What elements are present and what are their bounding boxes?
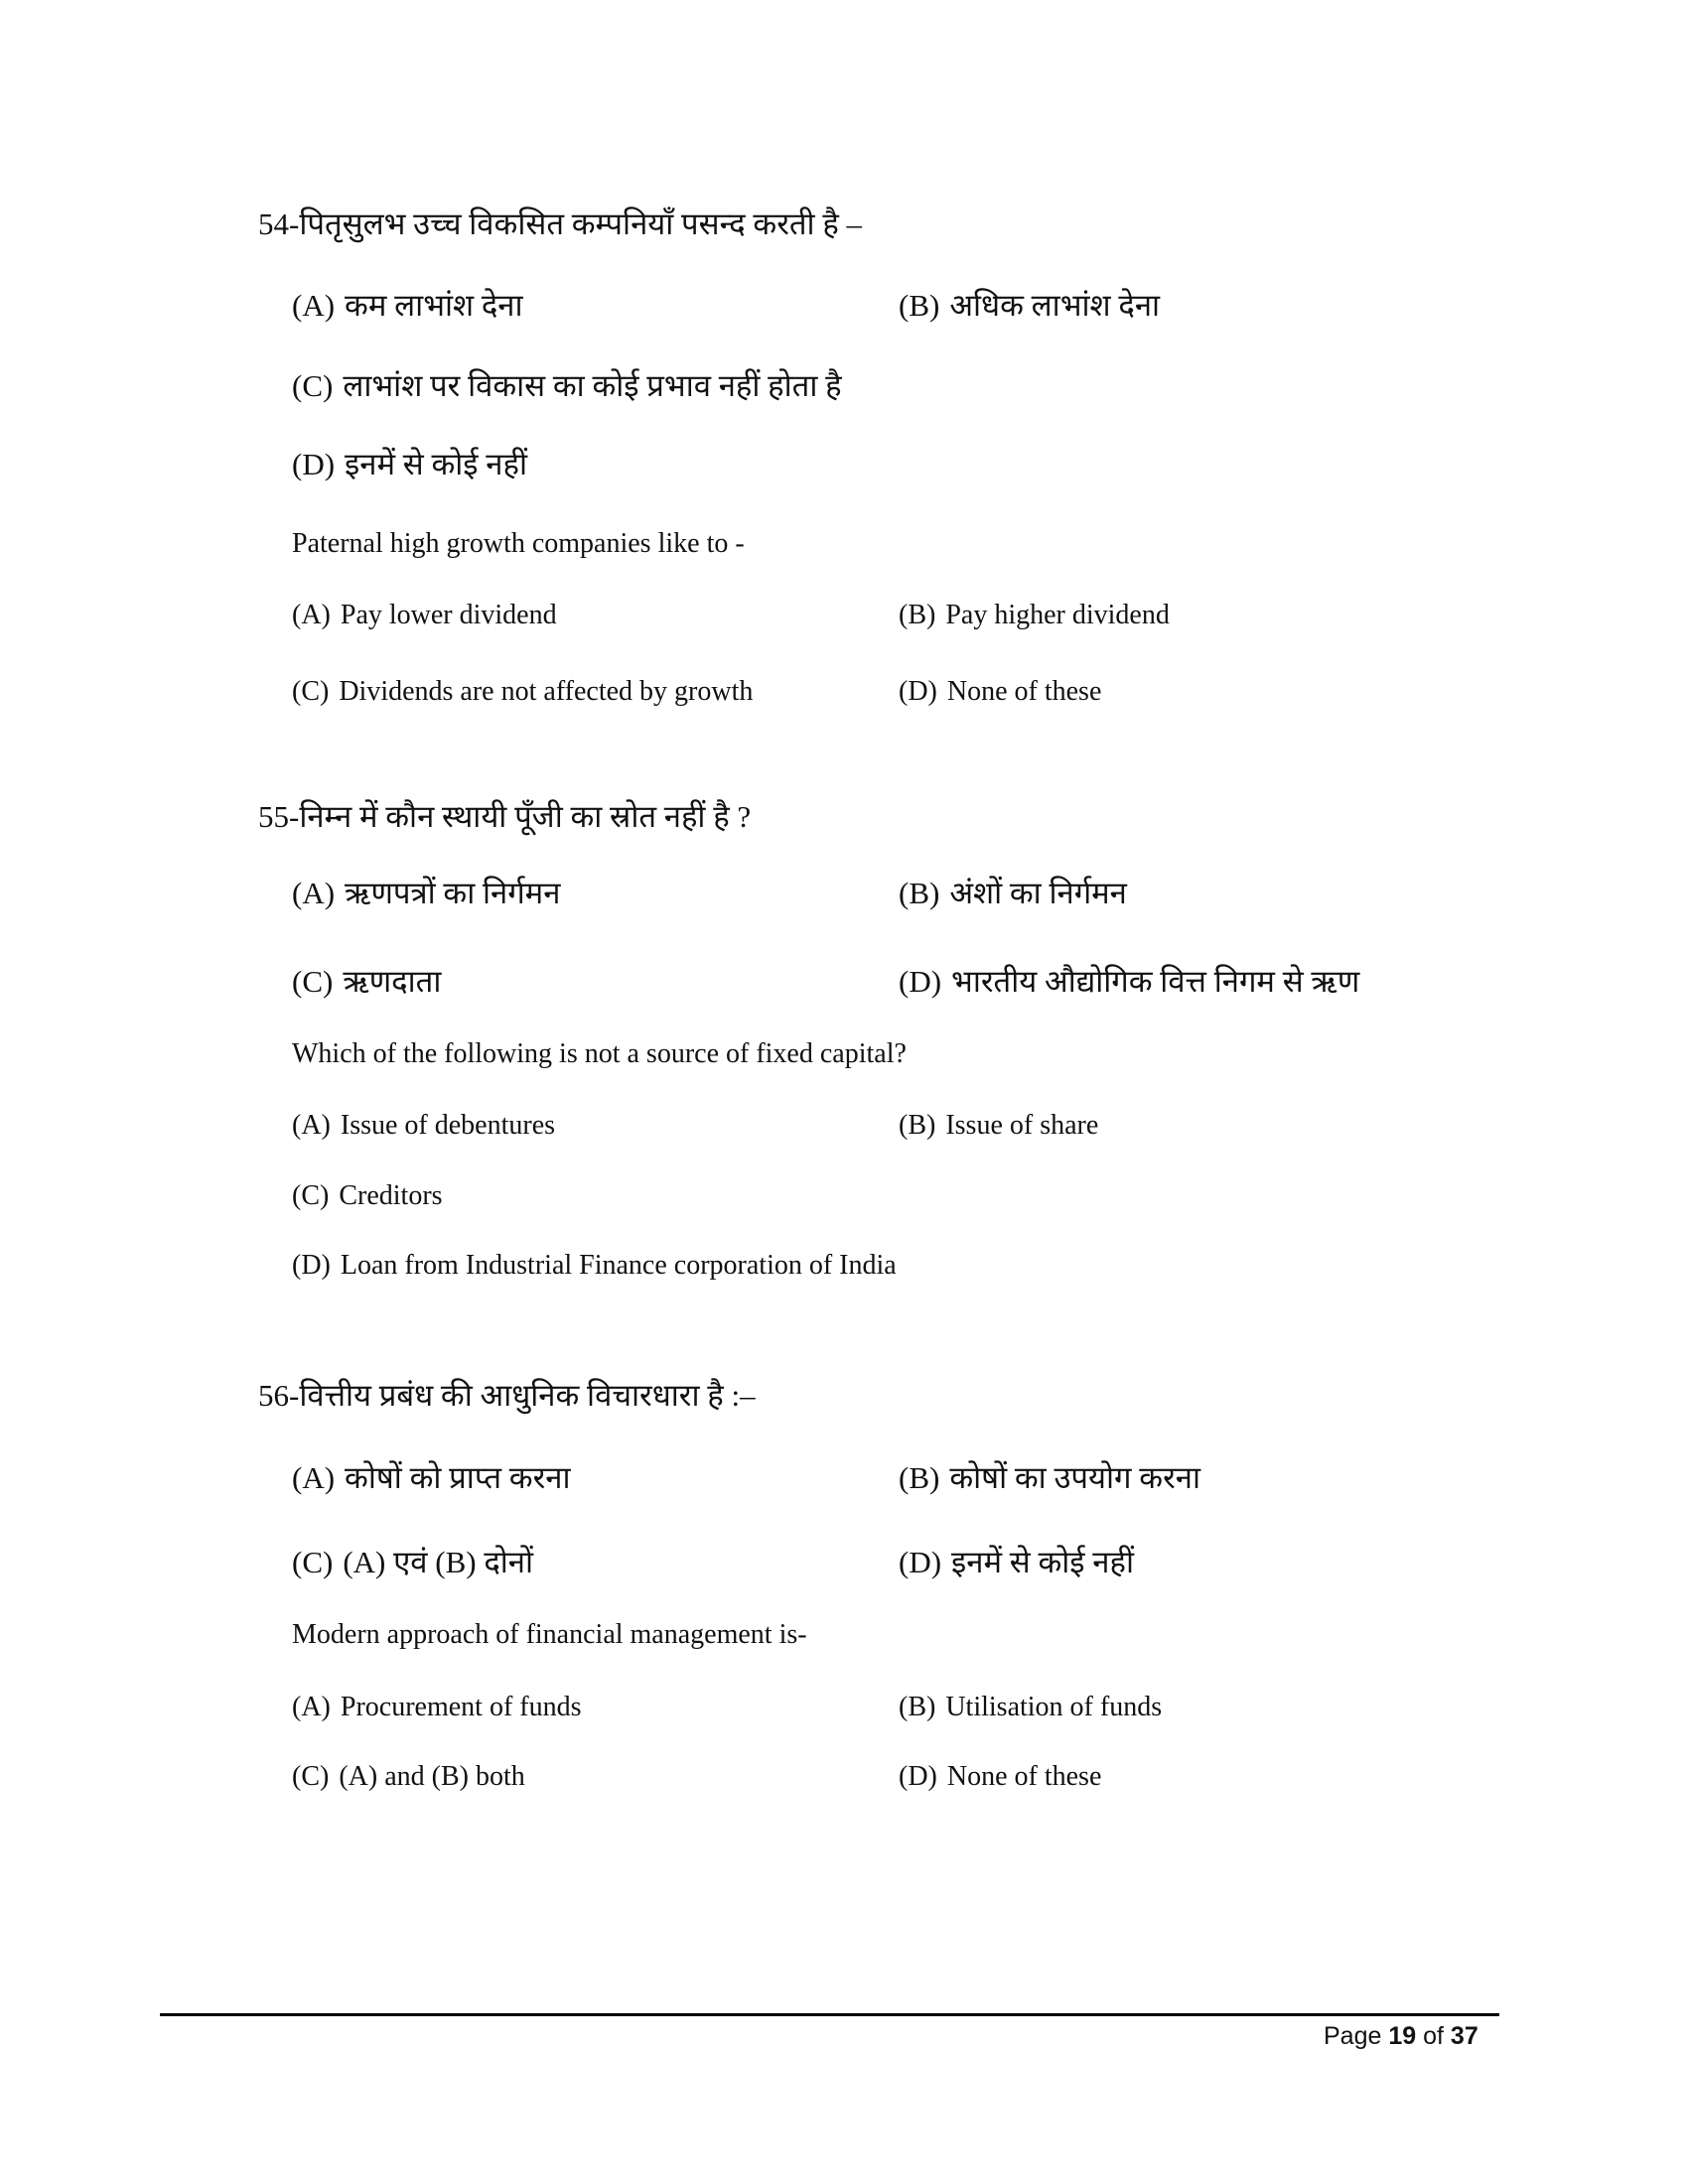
- option-d-hindi: [899, 966, 1359, 997]
- question-heading-hindi: [258, 1380, 756, 1411]
- option-a-english: [292, 1694, 581, 1721]
- option-label: (B): [899, 288, 940, 323]
- option-text: लाभांश पर विकास का कोई प्रभाव नहीं होता है: [343, 368, 842, 403]
- option-text: इनमें से कोई नहीं: [951, 1545, 1134, 1579]
- option-c-english: [292, 678, 753, 706]
- option-label: (A): [292, 1692, 331, 1722]
- option-text: इनमें से कोई नहीं: [345, 447, 527, 481]
- option-label: (D): [899, 1761, 937, 1792]
- option-text: ऋणपत्रों का निर्गमन: [345, 876, 561, 910]
- option-c-hindi: [292, 966, 441, 997]
- page-current: 19: [1388, 2022, 1417, 2050]
- option-c-english: [292, 1763, 525, 1791]
- option-b-hindi: [899, 878, 1127, 908]
- option-label: (B): [899, 600, 936, 630]
- option-b-hindi: [899, 1462, 1200, 1493]
- option-label: (C): [292, 676, 330, 707]
- option-a-english: [292, 602, 557, 629]
- page-of: of: [1423, 2022, 1444, 2050]
- option-text: अधिक लाभांश देना: [949, 288, 1161, 323]
- option-d-english: [899, 1763, 1101, 1791]
- option-text: Issue of debentures: [340, 1110, 556, 1141]
- option-label: (D): [292, 447, 336, 481]
- option-text: None of these: [946, 676, 1102, 707]
- option-a-hindi: [292, 1462, 571, 1493]
- option-text: Procurement of funds: [340, 1692, 582, 1722]
- question-number: 54-: [258, 206, 300, 241]
- option-label: (D): [899, 1545, 942, 1579]
- option-b-english: [899, 602, 1170, 629]
- page-number: [1324, 2022, 1478, 2051]
- option-c-hindi: [292, 1547, 533, 1577]
- option-label: (A): [292, 600, 331, 630]
- option-text: (A) एवं (B) दोनों: [343, 1545, 534, 1579]
- option-label: (D): [899, 964, 942, 999]
- option-d-hindi: [899, 1547, 1134, 1577]
- question-text-hindi: निम्न में कौन स्थायी पूँजी का स्रोत नहीं है ?: [299, 799, 752, 834]
- option-label: (B): [899, 1692, 936, 1722]
- question-number: 56-: [258, 1378, 300, 1413]
- option-c-hindi: [292, 370, 842, 401]
- option-b-hindi: [899, 290, 1160, 321]
- question-heading-hindi: [258, 801, 751, 832]
- option-text: कोषों का उपयोग करना: [949, 1460, 1200, 1495]
- option-b-english: [899, 1112, 1098, 1140]
- question-number: 55-: [258, 799, 300, 834]
- question-text-english: Which of the following is not a source of fixed capital?: [292, 1038, 907, 1069]
- option-text: कम लाभांश देना: [345, 288, 523, 323]
- option-text: Pay higher dividend: [945, 600, 1170, 630]
- option-label: (B): [899, 1110, 936, 1141]
- footer-divider: [160, 2013, 1499, 2016]
- option-label: (A): [292, 1460, 336, 1495]
- option-label: (C): [292, 1180, 330, 1211]
- option-text: Utilisation of funds: [945, 1692, 1163, 1722]
- option-text: कोषों को प्राप्त करना: [345, 1460, 571, 1495]
- option-a-english: [292, 1112, 555, 1140]
- option-b-english: [899, 1694, 1162, 1721]
- option-label: (C): [292, 368, 334, 403]
- option-label: (C): [292, 964, 334, 999]
- option-text: Creditors: [339, 1180, 443, 1211]
- question-text-hindi: पितृसुलभ उच्च विकसित कम्पनियाँ पसन्द करती है –: [299, 206, 863, 241]
- option-text: भारतीय औद्योगिक वित्त निगम से ऋण: [951, 964, 1360, 999]
- option-label: (B): [899, 1460, 940, 1495]
- question-text-hindi: वित्तीय प्रबंध की आधुनिक विचारधारा है :–: [299, 1378, 756, 1413]
- option-label: (A): [292, 288, 336, 323]
- option-text: (A) and (B) both: [339, 1761, 525, 1792]
- option-label: (B): [899, 876, 940, 910]
- option-a-hindi: [292, 878, 560, 908]
- option-c-english: [292, 1182, 443, 1210]
- option-label: (A): [292, 876, 336, 910]
- option-text: अंशों का निर्गमन: [949, 876, 1127, 910]
- option-text: Loan from Industrial Finance corporation of India: [340, 1250, 897, 1281]
- option-text: Pay lower dividend: [340, 600, 557, 630]
- option-text: None of these: [946, 1761, 1102, 1792]
- option-d-hindi: [292, 449, 527, 479]
- option-label: (D): [292, 1250, 331, 1281]
- option-label: (A): [292, 1110, 331, 1141]
- question-text-english: Paternal high growth companies like to -: [292, 528, 745, 559]
- question-heading-hindi: [258, 208, 862, 239]
- option-a-hindi: [292, 290, 523, 321]
- option-label: (D): [899, 676, 937, 707]
- option-d-english: [292, 1252, 897, 1280]
- option-text: Issue of share: [945, 1110, 1099, 1141]
- page-total: 37: [1450, 2022, 1478, 2050]
- page-prefix: Page: [1324, 2022, 1382, 2050]
- option-label: (C): [292, 1761, 330, 1792]
- option-text: ऋणदाता: [343, 964, 442, 999]
- option-text: Dividends are not affected by growth: [339, 676, 754, 707]
- question-text-english: Modern approach of financial management is-: [292, 1619, 807, 1650]
- option-label: (C): [292, 1545, 334, 1579]
- option-d-english: [899, 678, 1101, 706]
